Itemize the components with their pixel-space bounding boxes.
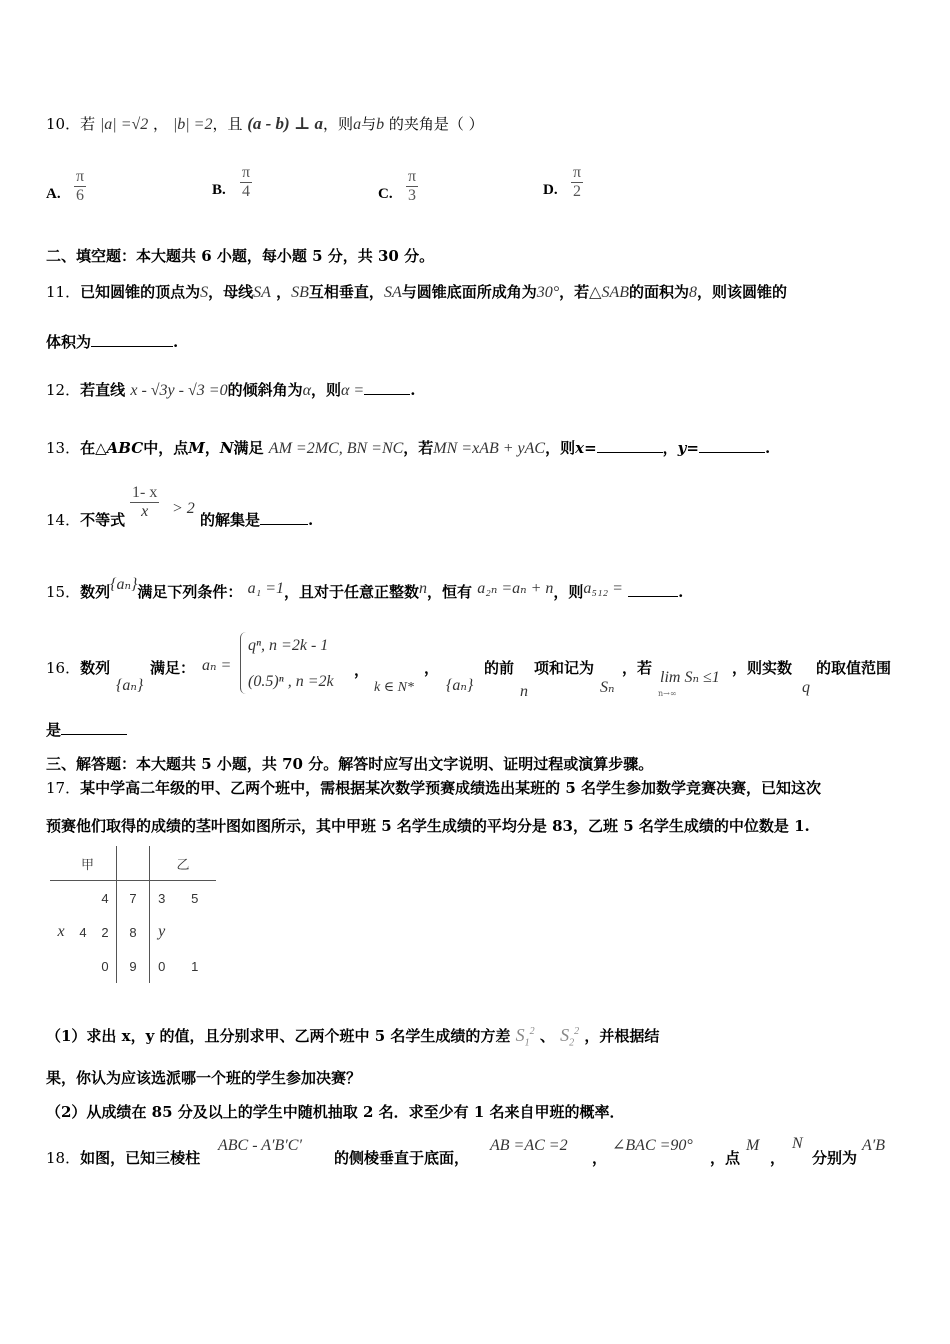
text: ， (204, 439, 220, 457)
q18-resp: 分别为 (812, 1149, 858, 1167)
stem: 7 (117, 881, 150, 916)
subscript: 2 (569, 1037, 575, 1049)
q18-c1: AB =AC =2 (490, 1137, 568, 1154)
question-number: 12． (46, 381, 81, 399)
text: ，则 (553, 583, 584, 601)
math-expression: a₅₁₂ = (583, 580, 623, 597)
q16-case2: (0.5)ⁿ , n =2k (248, 673, 334, 690)
q18-c2: ∠BAC =90° (612, 1137, 693, 1154)
numerator: π (242, 164, 251, 181)
q11-stem: 11．已知圆锥的顶点为S，母线SA ，SB互相垂直，SA与圆锥底面所成角为30°，若△SAB的面积为8，则该圆锥的 (46, 283, 788, 301)
question-number: 18． (46, 1149, 81, 1167)
text: 中，点 (143, 439, 189, 457)
math-expression: {aₙ} (110, 576, 138, 593)
answer-blank[interactable] (91, 332, 173, 347)
option-label: D. (543, 182, 558, 198)
answer-blank[interactable] (364, 380, 410, 395)
fraction (240, 164, 252, 201)
question-number: 15． (46, 583, 81, 601)
q17-part1 (46, 1022, 659, 1054)
fraction (130, 484, 159, 521)
header-right (150, 846, 217, 881)
option-label: B. (212, 182, 226, 198)
leaf (50, 949, 72, 983)
q16-line2 (46, 720, 127, 740)
math-expression: 8 (689, 284, 698, 301)
question-number: 10． (46, 115, 81, 133)
fraction (571, 164, 583, 201)
text: 满足下列条件： (137, 583, 243, 601)
math-expression: |a| =√2 (99, 116, 149, 133)
text: ，则 (310, 381, 341, 399)
math-expression: AM =2MC, BN =NC (268, 440, 404, 457)
math-variable: S (200, 284, 209, 301)
text: . (764, 439, 771, 457)
q14-tail2 (200, 510, 313, 530)
text: 已知圆锥的顶点为 (80, 283, 201, 301)
denominator: x (141, 503, 149, 520)
text: = (584, 439, 597, 457)
math-expression: 30° (536, 284, 560, 301)
math-expression: x - √3y - √3 =0 (130, 382, 228, 399)
q16-n: n (520, 683, 528, 700)
text: 数列 (80, 583, 111, 601)
leaf: 4 (79, 924, 87, 940)
math-variable: a (353, 116, 362, 133)
math-variable: ABC (106, 439, 144, 457)
header-label: 甲 (80, 856, 94, 872)
numerator: π (76, 168, 85, 185)
leaf: 1 (191, 958, 199, 974)
q17-part2: （2）从成绩在 85 分及以上的学生中随机抽取 2 名．求至少有 1 名来自甲班的概率． (46, 1103, 625, 1121)
answer-blank[interactable] (628, 582, 678, 597)
text: 互相垂直， (308, 283, 384, 301)
math-expression: > 2 (172, 500, 195, 517)
text: 不等式 (80, 511, 126, 529)
question-number: 17． (46, 779, 81, 797)
denominator: 6 (76, 187, 85, 204)
math-expression: (a - b) ⊥ a (247, 114, 324, 133)
q14-stem (46, 510, 125, 530)
q17-part1-cont: 果，你认为应该选派哪一个班的学生参加决赛？ (46, 1069, 362, 1087)
text: ，且对于任意正整数 (284, 583, 420, 601)
math-variable: M (188, 439, 205, 457)
text: 的倾斜角为 (227, 381, 303, 399)
text: 、 (539, 1027, 555, 1045)
text: . (678, 583, 684, 601)
numerator: 1- x (132, 484, 158, 501)
q16-comma: ， (354, 661, 370, 679)
text: 是 (46, 721, 62, 739)
question-number: 16． (46, 659, 81, 677)
q16-front: 的前 (484, 659, 515, 677)
text: ，并根据结 (584, 1027, 660, 1045)
text: 与 (361, 115, 377, 133)
text: ， (153, 115, 169, 133)
math-variable: SA (253, 284, 271, 301)
math-expression: |b| =2 (172, 116, 213, 133)
variance-symbol: S (515, 1025, 525, 1045)
q16-sum: 项和记为 (534, 659, 595, 677)
subscript: 1 (524, 1037, 530, 1049)
option-label: C. (378, 186, 393, 202)
variance-2 (560, 1025, 580, 1049)
q18-stem (46, 1148, 200, 1168)
limit-operator: lim (660, 669, 681, 686)
numerator: π (573, 164, 582, 181)
text: ，则 (545, 439, 576, 457)
text: 数列 (80, 659, 111, 677)
text: （1）求出 x，y 的值，且分别求甲、乙两个班中 5 名学生成绩的方差 (46, 1027, 511, 1045)
leaf: 4 (101, 890, 109, 906)
header-left (50, 846, 117, 881)
answer-blank-y[interactable] (699, 438, 765, 453)
text: 体积为 (46, 333, 92, 351)
text: 在△ (80, 439, 107, 457)
numerator: π (408, 168, 417, 185)
text: ，恒有 (427, 583, 473, 601)
header-label: 乙 (176, 856, 190, 872)
question-number: 11． (46, 283, 81, 301)
fraction (74, 168, 86, 205)
denominator: 2 (573, 183, 582, 200)
q16-limsub: n→∞ (658, 689, 677, 698)
stem: 8 (117, 915, 150, 949)
leaf (50, 881, 72, 916)
math-variable: α (302, 382, 311, 399)
q16-range: 的取值范围 (816, 659, 892, 677)
question-number: 14． (46, 511, 81, 529)
denominator: 3 (408, 187, 417, 204)
math-expression: a₂ₙ =aₙ + n (477, 580, 554, 597)
math-variable: b (376, 116, 385, 133)
text: 若 (80, 115, 96, 133)
superscript: 2 (529, 1026, 535, 1037)
section-heading-solutions: 三、解答题：本大题共 5 小题，共 70 分。解答时应写出文字说明、证明过程或演算步骤。 (46, 755, 654, 773)
leaf: 5 (191, 890, 199, 906)
question-number: 13． (46, 439, 81, 457)
q18-prism: ABC - A′B′C′ (218, 1137, 302, 1154)
leaf (72, 881, 94, 916)
q18-point: ，点 (710, 1149, 741, 1167)
q18-N: N (792, 1135, 803, 1152)
leaf (173, 915, 216, 949)
text: 的夹角是（ ） (388, 115, 484, 133)
section-heading-fill-in: 二、填空题：本大题共 6 小题，每小题 5 分，共 30 分。 (46, 247, 435, 265)
variance-1 (515, 1025, 535, 1049)
text: ，则该圆锥的 (697, 283, 788, 301)
text: = (686, 439, 699, 457)
q16-k: k ∈ N* (374, 680, 414, 695)
math-variable: N (219, 439, 234, 457)
text: ，母线 (208, 283, 254, 301)
q16-comma2: ， (424, 659, 440, 677)
math-expression: Sₙ ≤1 (684, 669, 720, 686)
option-label: A. (46, 186, 61, 202)
leaf: y (158, 923, 166, 940)
q16-case1: qⁿ, n =2k - 1 (248, 637, 329, 654)
q16-an: aₙ = (202, 657, 232, 674)
q16-satisfy: 满足： (150, 659, 196, 677)
leaf: 2 (101, 924, 109, 940)
text: . (173, 333, 179, 351)
leaf: 0 (101, 958, 109, 974)
q16-seq: {aₙ} (116, 677, 144, 694)
text: ， (662, 439, 678, 457)
q18-comma2: ， (770, 1149, 786, 1167)
leaf: 0 (158, 958, 166, 974)
q16-real: ，则实数 (732, 659, 793, 677)
q17-line2: 预赛他们取得的成绩的茎叶图如图所示，其中甲班 5 名学生成绩的平均分是 83，乙班 5 名学生成绩的中位数是 1. (46, 817, 810, 835)
math-variable: y (677, 439, 687, 457)
text: . (308, 511, 314, 529)
q16-Sn: Sₙ (600, 679, 615, 696)
fraction (406, 168, 418, 205)
text: 某中学高二年级的甲、乙两个班中，需根据某次数学预赛成绩选出某班的 5 名学生参加数学竞赛决赛，已知这次 (80, 779, 821, 797)
answer-blank[interactable] (61, 720, 127, 735)
text: ，且 (212, 115, 243, 133)
q12-stem (46, 380, 415, 401)
answer-blank[interactable] (260, 510, 308, 525)
math-expression: α = (341, 382, 365, 399)
text: 的面积为 (629, 283, 690, 301)
q18-comma: ， (592, 1149, 608, 1167)
text: ，若 (403, 439, 434, 457)
stem-header (117, 846, 150, 881)
q16-if: ，若 (622, 659, 653, 677)
math-expression: a₁ =1 (247, 580, 284, 597)
text: 满足 (233, 439, 264, 457)
leaf: 3 (158, 890, 166, 906)
math-variable: SA (383, 284, 402, 301)
q16-stem (46, 658, 110, 678)
text: 如图，已知三棱柱 (80, 1149, 201, 1167)
superscript: 2 (574, 1026, 580, 1037)
q17-line1 (46, 778, 821, 798)
text: 与圆锥底面所成角为 (401, 283, 537, 301)
text: ，则 (323, 115, 354, 133)
q16-seq2: {aₙ} (446, 677, 474, 694)
stem: 9 (117, 949, 150, 983)
text: ，若 (559, 283, 590, 301)
q18-M: M (746, 1137, 760, 1154)
q18-perp: 的侧棱垂直于底面， (334, 1149, 470, 1167)
q16-q: q (802, 679, 810, 696)
q10-stem (46, 114, 484, 135)
answer-blank-x[interactable] (597, 438, 663, 453)
q14-tail (172, 498, 195, 519)
q18-tail: A′B (862, 1137, 886, 1154)
q13-stem (46, 438, 770, 459)
text: 的解集是 (200, 511, 261, 529)
math-variable: SB (291, 284, 309, 301)
leaf (72, 949, 94, 983)
stem-leaf-plot (50, 846, 216, 983)
q11-line2 (46, 332, 178, 352)
text: . (410, 381, 416, 399)
leaf: x (57, 923, 65, 940)
denominator: 4 (242, 183, 251, 200)
text: 若直线 (80, 381, 126, 399)
math-expression: MN =xAB + yAC (433, 440, 546, 457)
q15-stem (46, 576, 684, 603)
math-variable: x (575, 439, 585, 457)
math-expression: △SAB (589, 284, 630, 301)
math-variable: n (419, 580, 428, 597)
variance-symbol: S (560, 1025, 570, 1045)
